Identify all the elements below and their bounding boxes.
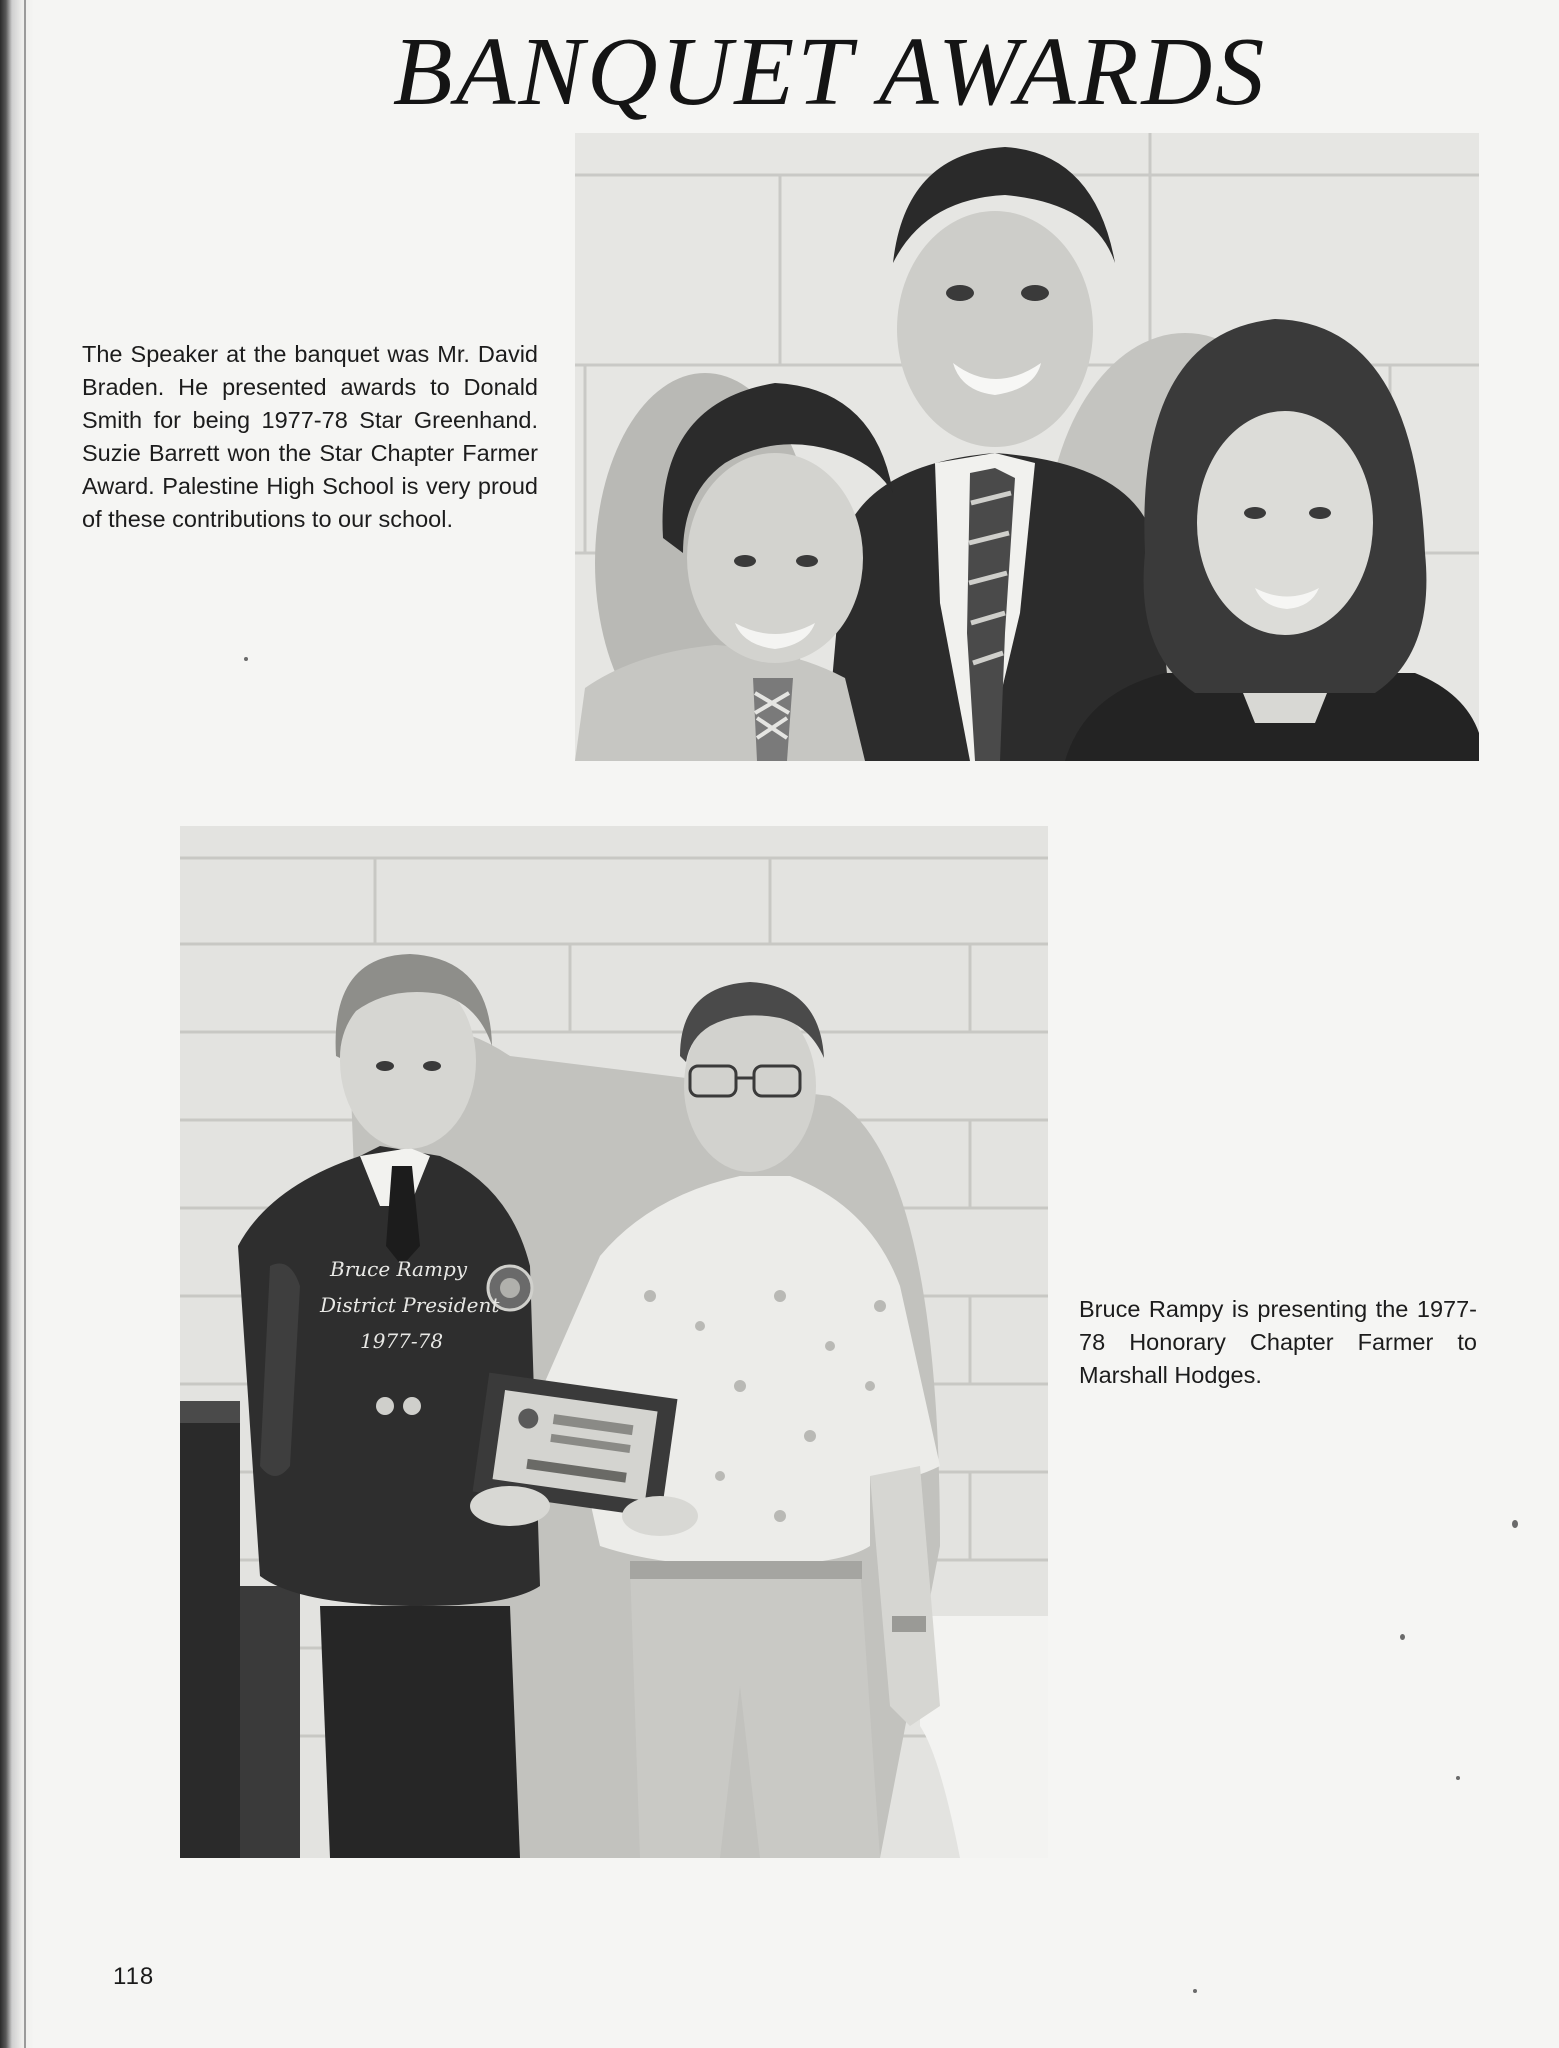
jacket-title: District President (320, 1293, 500, 1317)
photo-speaker-and-award-winners (575, 133, 1479, 761)
caption-top-photo: The Speaker at the banquet was Mr. David Braden. He presented awards to Donald Smith for being 1977-78 Star Greenhand. Suzie Barrett won the Star Chapter Farmer Award. Palestine High School is very proud of these contributions to our school. (82, 341, 538, 532)
page-number: 118 (113, 1963, 155, 1990)
photo-honorary-chapter-farmer-drawing (180, 826, 1048, 1858)
caption-bottom-photo: Bruce Rampy is presenting the 1977-78 Honorary Chapter Farmer to Marshall Hodges. (1079, 1296, 1477, 1388)
page-title: BANQUET AWARDS (392, 18, 1268, 126)
page-binding-edge (0, 0, 34, 2048)
paper-speck (1512, 1520, 1518, 1528)
paper-speck (1400, 1634, 1405, 1640)
paper-speck (244, 657, 248, 661)
jacket-name: Bruce Rampy (330, 1257, 468, 1281)
page-binding-line (24, 0, 26, 2048)
paper-speck (1456, 1776, 1460, 1780)
photo-speaker-and-award-winners-drawing (575, 133, 1479, 761)
paper-speck (1193, 1989, 1197, 1993)
jacket-year: 1977-78 (360, 1329, 444, 1353)
photo-honorary-chapter-farmer (180, 826, 1048, 1858)
